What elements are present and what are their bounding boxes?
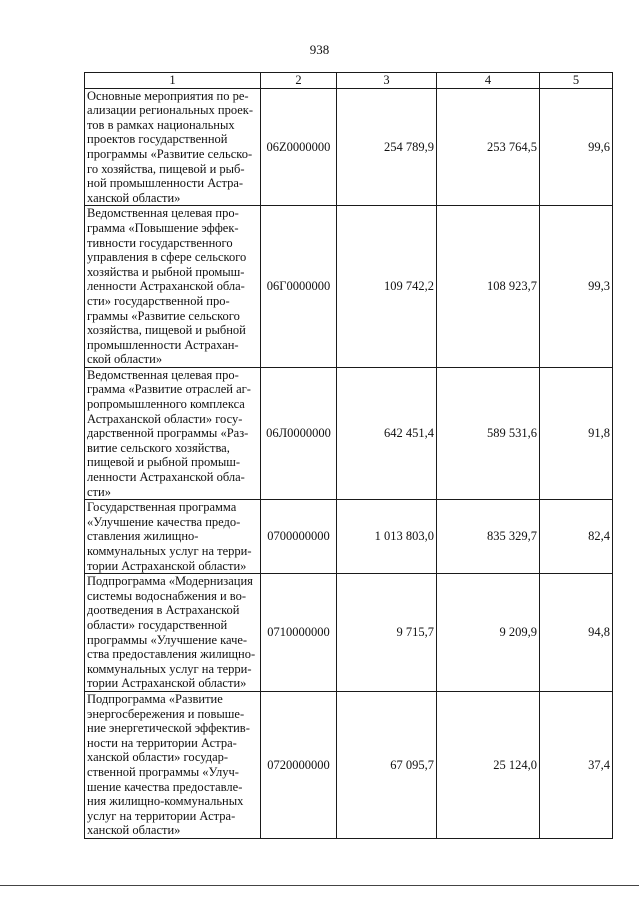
column-header-2: 2 [261,73,337,89]
table-row [85,206,613,368]
page-number: 938 [309,42,330,57]
column-header-4: 4 [437,73,540,89]
row-code-cell: 06Л0000000 [261,367,337,499]
row-col3-cell: 109 742,2 [337,206,437,368]
row-col5-cell: 91,8 [540,367,613,499]
row-col5-cell: 99,6 [540,88,613,206]
table-body [85,88,613,838]
table-row [85,88,613,206]
row-code-cell: 0720000000 [261,691,337,838]
row-col4-cell: 108 923,7 [437,206,540,368]
row-col4-cell: 25 124,0 [437,691,540,838]
row-name-cell: Государственная программа «Улучшение качества предо- ставления жилищно- коммунальных услуг на терри- тории Астраханской области» [85,500,261,574]
row-code-cell: 0700000000 [261,500,337,574]
row-code-cell: 06Z0000000 [261,88,337,206]
table-row [85,574,613,692]
row-col4-cell: 9 209,9 [437,574,540,692]
table-header-row [85,73,613,89]
row-col3-cell: 254 789,9 [337,88,437,206]
column-header-3: 3 [337,73,437,89]
row-code-cell: 06Г0000000 [261,206,337,368]
table-row [85,500,613,574]
table-row [85,691,613,838]
budget-table [84,72,613,839]
row-col4-cell: 589 531,6 [437,367,540,499]
row-col5-cell: 94,8 [540,574,613,692]
row-col5-cell: 37,4 [540,691,613,838]
row-code-cell: 0710000000 [261,574,337,692]
column-header-1: 1 [85,73,261,89]
row-col4-cell: 253 764,5 [437,88,540,206]
row-name-cell: Основные мероприятия по ре- ализации региональных проек- тов в рамках национальных проектов государственной программы «Развитие сельско- го хозяйства, пищевой и рыб- ной промышленности Астра- ханской области» [85,88,261,206]
column-header-5: 5 [540,73,613,89]
row-col5-cell: 99,3 [540,206,613,368]
page-bottom-rule [0,885,639,886]
row-col3-cell: 9 715,7 [337,574,437,692]
row-col3-cell: 67 095,7 [337,691,437,838]
row-name-cell: Ведомственная целевая про- грамма «Развитие отраслей аг- ропромышленного комплекса Астраханской области» госу- дарственной программы «Раз- витие сельского хозяйства, пищевой и рыбной промыш- ленности Астраханской обла- сти» [85,367,261,499]
row-col3-cell: 1 013 803,0 [337,500,437,574]
row-name-cell: Подпрограмма «Модернизация системы водоснабжения и во- доотведения в Астраханской области» государственной программы «Улучшение каче- ства предоставления жилищно- коммунальных услуг на терри- тории Астраханской области» [85,574,261,692]
row-name-cell: Подпрограмма «Развитие энергосбережения и повыше- ние энергетической эффектив- ности на территории Астра- ханской области» государ- ственной программы «Улуч- шение качества предоставле- ния жилищно-коммунальных услуг на территории Астра- ханской области» [85,691,261,838]
row-col4-cell: 835 329,7 [437,500,540,574]
row-name-cell: Ведомственная целевая про- грамма «Повышение эффек- тивности государственного управления в сфере сельского хозяйства и рыбной промыш- ленности Астраханской обла- сти» государственной про- граммы «Развитие сельского хозяйства, пищевой и рыбной промышленности Астрахан- ской области» [85,206,261,368]
row-col3-cell: 642 451,4 [337,367,437,499]
row-col5-cell: 82,4 [540,500,613,574]
table-row [85,367,613,499]
